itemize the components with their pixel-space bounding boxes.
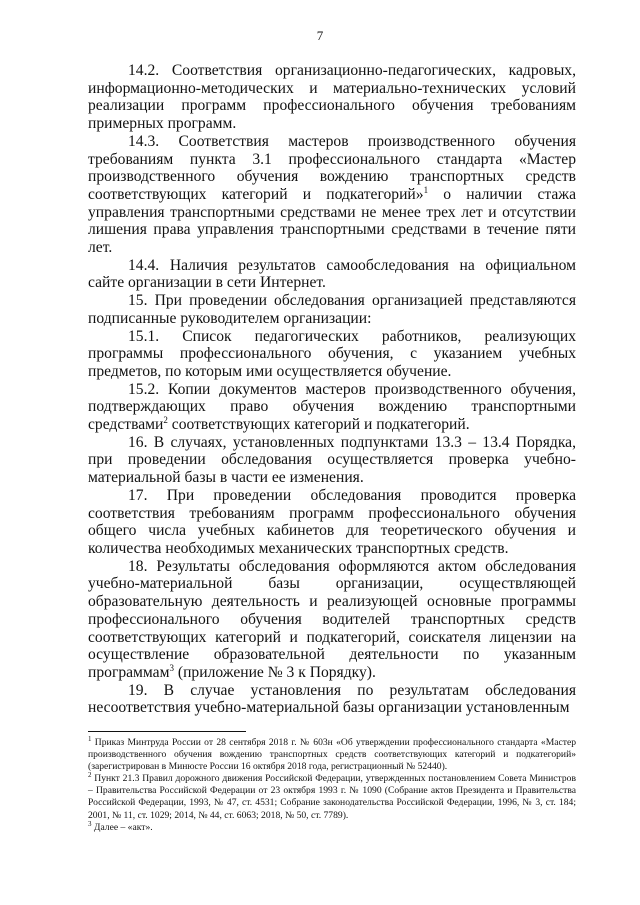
footnote-3: $^3$ Далее – «акт».	[88, 819, 153, 833]
footnote-mark: 3	[88, 819, 92, 828]
footnote-2: $^2$ Пункт 21.3 Правил дорожного движения Российской Федерации, утвержденных постановлением Совета Министров – Правительства Российской Федерации от 23 октября 1993 г. № 1090 (Собрание актов Президента и Правительства Российской Федерации, 1993, № 47, ст. 4531; Собрание законодательства Российской Федерации, 1996, № 3, ст. 184; 2001, № 11, ст. 1029; 2014, № 44, ст. 6063; 2018, № 50, ст. 7789).	[88, 771, 576, 821]
body-text	[88, 62, 576, 717]
paragraph-14-3: 14.3. Соответствия мастеров производственного обучения требованиям пункта 3.1 профессионального стандарта «Мастер производственного обучения вождению транспортных средств соответствующих категорий и подкатегорий»$^1$ о наличии стажа управления транспортными средствами не менее трех лет и отсутствии лишения права управления транспортными средствами в течение пяти лет.	[88, 132, 576, 257]
footnote-ref[interactable]: 1	[423, 184, 429, 195]
paragraph-17: 17. При проведении обследования проводится проверка соответствия требованиям программ профессионального обучения общего числа учебных кабинетов для теоретического обучения и количества необходимых механических транспортных средств.	[88, 486, 576, 557]
footnotes	[88, 734, 576, 834]
footnote-ref[interactable]: 3	[169, 662, 174, 673]
footnote-ref[interactable]: 2	[163, 414, 168, 425]
footnote-1: $^1$ Приказ Минтруда России от 28 сентября 2018 г. № 603н «Об утверждении профессионального стандарта «Мастер производственного обучения вождению транспортных средств соответствующих категорий и подкатегорий» (зарегистрирован в Минюсте России 16 октября 2018 года, регистрационный № 52440).	[88, 734, 576, 773]
paragraph-15-1: 15.1. Список педагогических работников, реализующих программы профессионального обучения, с указанием учебных предметов, по которым ими осуществляется обучение.	[88, 327, 576, 380]
footnote-divider	[88, 731, 246, 732]
paragraph-15: 15. При проведении обследования организацией представляются подписанные руководителем организации:	[88, 292, 576, 327]
paragraph-18: 18. Результаты обследования оформляются актом обследования учебно-материальной базы организации, осуществляющей образовательную деятельность и реализующей основные программы профессионального обучения водителей транспортных средств соответствующих категорий и подкатегорий, соискателя лицензии на осуществление образовательной деятельности по указанным программам$^3$ (приложение № 3 к Порядку).	[88, 557, 576, 681]
paragraph-14-4: 14.4. Наличия результатов самообследования на официальном сайте организации в сети Интернет.	[88, 256, 576, 292]
paragraph-19: 19. В случае установления по результатам обследования несоответствия учебно-материальной базы организации установленным	[88, 681, 576, 717]
footnote-mark: 1	[88, 734, 92, 743]
footnote-mark: 2	[88, 771, 92, 780]
paragraph-16: 16. В случаях, установленных подпунктами 13.3 – 13.4 Порядка, при проведении обследования осуществляется проверка учебно-материальной базы в части ее изменения.	[88, 433, 576, 487]
page-number: 7	[316, 28, 324, 43]
paragraph-14-2: 14.2. Соответствия организационно-педагогических, кадровых, информационно-методических и материально-технических условий реализации программ профессионального обучения требованиям примерных программ.	[88, 62, 576, 133]
paragraph-15-2: 15.2. Копии документов мастеров производственного обучения, подтверждающих право обучения вождению транспортными средствами$^2$ соответствующих категорий и подкатегорий.	[88, 380, 576, 434]
